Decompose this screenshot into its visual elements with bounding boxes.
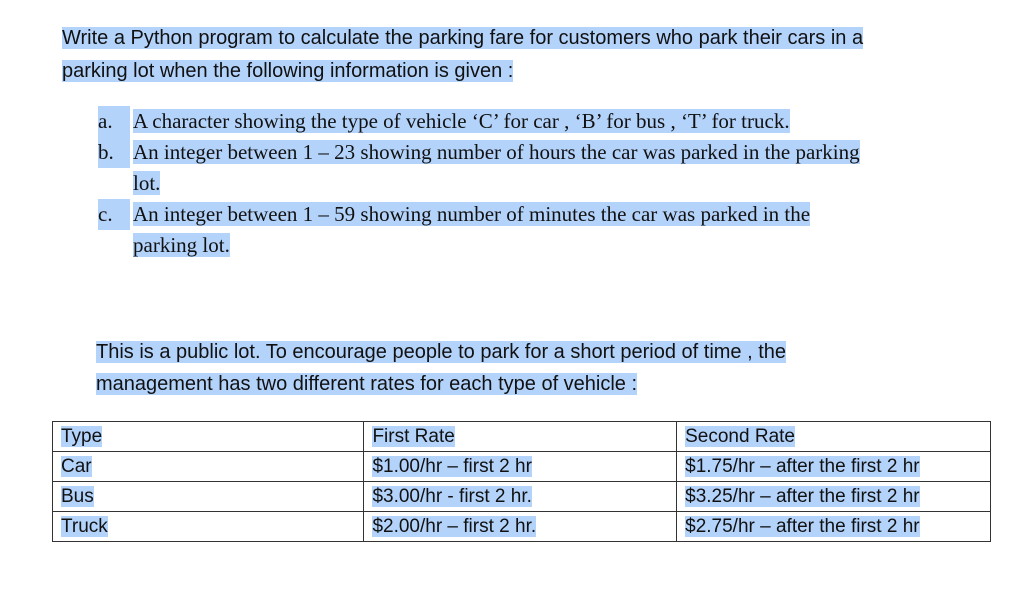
header-cell: First Rate (364, 422, 677, 452)
table-cell: Bus (53, 482, 364, 512)
list-item-line: An integer between 1 – 59 showing number of minutes the car was parked in the (133, 202, 811, 226)
rates-intro-line-2: management has two different rates for each type of vehicle : (96, 373, 638, 395)
list-marker: c. (98, 199, 130, 230)
table-row (53, 512, 991, 542)
rates-intro-line-1: This is a public lot. To encourage people to park for a short period of time , the (96, 341, 787, 363)
table-row (53, 482, 991, 512)
problem-intro (62, 22, 962, 88)
list-item-line: lot. (133, 171, 161, 195)
list-item-line: parking lot. (133, 233, 230, 257)
table-cell: Car (53, 452, 364, 482)
list-marker: b. (98, 137, 130, 168)
intro-line-2: parking lot when the following information is given : (62, 60, 514, 82)
list-item (96, 106, 976, 137)
list-item (96, 199, 976, 261)
table-cell: $2.75/hr – after the first 2 hr (677, 512, 991, 542)
rates-intro (96, 336, 916, 400)
table-cell: $3.00/hr - first 2 hr. (364, 482, 677, 512)
table-cell: Truck (53, 512, 364, 542)
list-item-line: An integer between 1 – 23 showing number of hours the car was parked in the parking (133, 140, 860, 164)
list-marker: a. (98, 106, 130, 137)
input-requirements-list (96, 106, 976, 261)
rates-table (52, 421, 991, 542)
table-cell: $1.75/hr – after the first 2 hr (677, 452, 991, 482)
table-cell: $3.25/hr – after the first 2 hr (677, 482, 991, 512)
intro-line-1: Write a Python program to calculate the parking fare for customers who park their cars in a (62, 27, 864, 49)
table-cell: $2.00/hr – first 2 hr. (364, 512, 677, 542)
table-header-row (53, 422, 991, 452)
list-item-line: A character showing the type of vehicle ‘C’ for car , ‘B’ for bus , ‘T’ for truck. (133, 109, 790, 133)
table-cell: $1.00/hr – first 2 hr (364, 452, 677, 482)
list-item (96, 137, 976, 199)
header-cell: Second Rate (677, 422, 991, 452)
header-cell: Type (53, 422, 364, 452)
table-row (53, 452, 991, 482)
